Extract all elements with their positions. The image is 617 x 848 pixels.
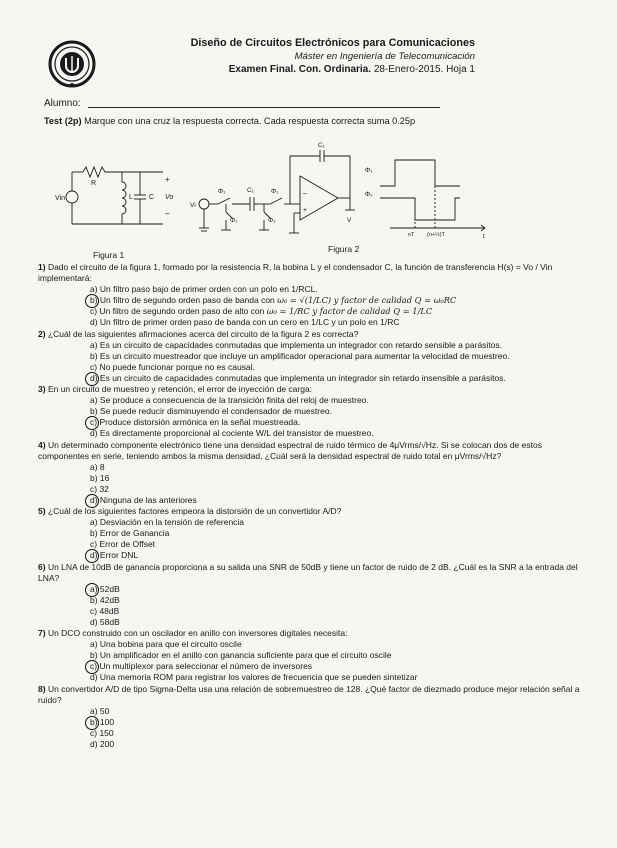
- fig2-phi2-b: Φ₂: [268, 217, 276, 224]
- student-name-line: [88, 107, 440, 108]
- answer-option-selected[interactable]: a) 52dB: [90, 584, 586, 595]
- answer-option[interactable]: c) 48dB: [90, 605, 120, 616]
- question-text: Un convertidor A/D de tipo Sigma-Delta usa una relación de sobremuestreo de 128. ¿Qué factor de diezmado produce mejor relación señal a ruido?: [38, 683, 580, 705]
- fig1-l-label: L: [129, 194, 133, 201]
- fig1-c-label: C: [149, 194, 155, 201]
- question-number: 3): [38, 384, 46, 395]
- fig2-t-label: t: [483, 233, 485, 240]
- fig2-vo-label: V: [347, 217, 352, 224]
- answer-option[interactable]: a) 50: [90, 705, 110, 716]
- fig1-vo-label: Vo: [165, 194, 174, 201]
- answer-option[interactable]: b) Es un circuito muestreador que incluye un amplificador operacional para aumentar la velocidad de muestreo.: [90, 350, 510, 361]
- answer-option-selected[interactable]: c) Produce distorsión armónica en la señal muestreada.: [90, 417, 586, 428]
- question-text: Un DCO construido con un oscilador en anillo con inversores digitales necesita:: [47, 628, 348, 639]
- exam-date: 28-Enero-2015. Hoja 1: [373, 64, 475, 75]
- question-text: En un circuito de muestreo y retención, el error de inyección de carga:: [47, 384, 313, 395]
- question-7: [38, 628, 586, 683]
- fig1-r-label: R: [91, 180, 97, 187]
- question-1: [38, 262, 586, 329]
- fig2-nt-label: nT: [408, 232, 415, 238]
- answer-option[interactable]: d) Una memoria ROM para registrar los valores de frecuencia que se pueden sintetizar: [90, 672, 418, 683]
- question-number: 8): [38, 683, 46, 694]
- fig2-vi-label: Vi: [190, 202, 196, 209]
- answer-option[interactable]: b) 42dB: [90, 594, 120, 605]
- student-name-label: Alumno:: [44, 98, 81, 109]
- answer-option[interactable]: a) Un filtro paso bajo de primer orden con un polo en 1/RCL.: [90, 284, 318, 295]
- answer-option-selected[interactable]: c) Un multiplexor para seleccionar el número de inversores: [90, 661, 586, 672]
- answer-option[interactable]: c) 32: [90, 483, 109, 494]
- answer-option[interactable]: c) Error de Offset: [90, 539, 156, 550]
- question-number: 4): [38, 439, 46, 450]
- question-list: [38, 262, 586, 750]
- figure-2-switched-capacitor: [190, 138, 500, 248]
- fig2-minus: –: [303, 190, 307, 197]
- fig2-phi2-a: Φ₂: [230, 217, 238, 224]
- question-text: ¿Cuál de los siguientes factores empeora la distorsión de un convertidor A/D?: [47, 506, 342, 517]
- answer-option[interactable]: a) Se produce a consecuencia de la transición finita del reloj de muestreo.: [90, 395, 369, 406]
- answer-option[interactable]: b) 16: [90, 472, 110, 483]
- answer-option[interactable]: b) Se puede reducir disminuyendo el condensador de muestreo.: [90, 406, 332, 417]
- answer-option[interactable]: d) 200: [90, 739, 115, 750]
- answer-option[interactable]: a) Desviación en la tensión de referencia: [90, 517, 245, 528]
- question-number: 2): [38, 328, 46, 339]
- fig2-phi1-b: Φ₁: [271, 188, 279, 195]
- fig2-c1-label: C₁: [247, 187, 254, 194]
- question-2: [38, 329, 586, 384]
- question-text: Un determinado componente electrónico tiene una densidad espectral de ruido térmico de 4μVrms/√Hz. Si se colocan dos de estos componentes en serie, teniendo ambos la misma densidad, ¿Cuál será la densidad espectral de ruido total en μVrms/√Hz?: [38, 439, 542, 461]
- figure-1-caption: Figura 1: [93, 250, 125, 260]
- answer-option[interactable]: c) 150: [90, 727, 114, 738]
- question-text: ¿Cuál de las siguientes afirmaciones acerca del circuito de la figura 2 es correcta?: [47, 328, 359, 339]
- answer-option[interactable]: d) Un filtro de primer orden paso de banda con un cero en 1/LC y un polo en 1/RC: [90, 317, 400, 328]
- answer-option-selected[interactable]: b) 100: [90, 717, 586, 728]
- answer-option[interactable]: a) 8: [90, 461, 105, 472]
- answer-option-selected[interactable]: b) Un filtro de segundo orden paso de banda con ω₀ = √(1/LC) y factor de calidad Q = ω₀RC: [90, 295, 586, 306]
- question-3: [38, 384, 586, 439]
- university-logo: [48, 38, 96, 90]
- question-text: Un LNA de 10dB de ganancia proporciona a su salida una SNR de 50dB y tiene un factor de ruido de 2 dB. ¿Cuál es la SNR a la entrada del LNA?: [38, 561, 578, 583]
- question-text: Dado el circuito de la figura 1, formado por la resistencia R, la bobina L y el condensador C, la función de transferencia H(s) = Vo / Vin implementará:: [38, 262, 553, 284]
- answer-option[interactable]: a) Es un circuito de capacidades conmutadas que implementa un integrador con retardo sensible a parásitos.: [90, 339, 503, 350]
- fig1-vin-label: Vin: [55, 195, 65, 202]
- question-number: 6): [38, 561, 46, 572]
- exam-header: [130, 37, 475, 76]
- question-8: [38, 684, 586, 751]
- exam-info: [130, 63, 475, 76]
- answer-option[interactable]: d) Es directamente proporcional al cociente W/L del transistor de muestreo.: [90, 428, 374, 439]
- program-subtitle: Máster en Ingeniería de Telecomunicación: [294, 51, 475, 62]
- answer-option-selected[interactable]: d) Ninguna de las anteriores: [90, 495, 586, 506]
- fig1-plus: +: [165, 175, 170, 184]
- test-instructions: [44, 116, 415, 126]
- test-instructions-text: Marque con una cruz la respuesta correcta. Cada respuesta correcta suma 0.25p: [84, 116, 416, 126]
- answer-option[interactable]: c) No puede funcionar porque no es causal.: [90, 361, 255, 372]
- answer-option-selected[interactable]: d) Error DNL: [90, 550, 586, 561]
- fig2-n12t-label: (n+½)T: [427, 232, 445, 238]
- question-5: [38, 506, 586, 561]
- answer-option[interactable]: d) 58dB: [90, 617, 120, 627]
- question-number: 1): [38, 262, 46, 272]
- question-number: 5): [38, 506, 46, 517]
- fig2-clock-phi1: Φ₁: [365, 167, 373, 174]
- fig1-minus: –: [165, 209, 170, 218]
- answer-option[interactable]: c) Un filtro de segundo orden paso de alto con ω₀ = 1/RC y factor de calidad Q = 1/LC: [90, 306, 433, 317]
- test-label: Test (2p): [44, 116, 82, 126]
- answer-option[interactable]: b) Un amplificador en el anillo con ganancia suficiente para que el circuito oscile: [90, 650, 392, 661]
- question-4: [38, 440, 586, 507]
- course-title: Diseño de Circuitos Electrónicos para Comunicaciones: [190, 37, 475, 49]
- fig2-phi1-a: Φ₁: [218, 188, 226, 195]
- fig2-plus: +: [303, 207, 308, 214]
- answer-option-selected[interactable]: d) Es un circuito de capacidades conmutadas que implementa un integrador sin retardo insensible a parásitos.: [90, 373, 586, 384]
- fig2-cf-label: C₁: [318, 142, 325, 149]
- figure-1-rlc-circuit: [55, 160, 205, 235]
- figure-2-caption: Figura 2: [328, 244, 360, 254]
- exam-type: Examen Final. Con. Ordinaria.: [228, 64, 372, 75]
- answer-option[interactable]: b) Error de Ganancia: [90, 528, 170, 539]
- question-number: 7): [38, 628, 46, 639]
- answer-option[interactable]: a) Una bobina para que el circuito oscile: [90, 639, 242, 650]
- question-6: [38, 562, 586, 629]
- fig2-clock-phi2: Φ₂: [365, 191, 373, 198]
